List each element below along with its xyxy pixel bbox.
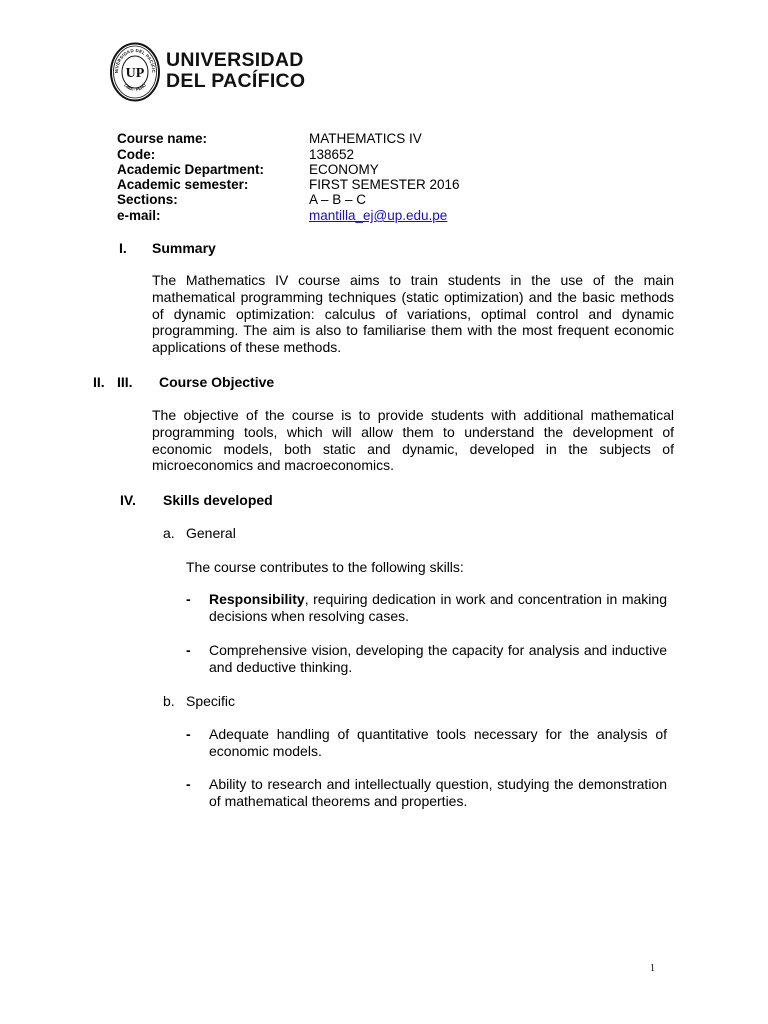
objective-heading: Course Objective [159, 374, 275, 390]
seal-bottom-text: LIMA - PERÚ [123, 82, 147, 92]
department-value: ECONOMY [309, 162, 379, 177]
objective-number: III. [117, 374, 133, 390]
list-item: Ability to research and intellectually question, studying the demonstration of mathematical theorems and properties. [209, 776, 667, 809]
list-item: Comprehensive vision, developing the capacity for analysis and inductive and deductive thinking. [209, 642, 667, 675]
bullet-dash: - [186, 591, 191, 607]
objective-number-outer: II. [93, 374, 105, 390]
specific-subheading: Specific [186, 693, 236, 709]
course-name-label: Course name: [117, 131, 208, 146]
seal-monogram: UP [125, 66, 145, 81]
summary-paragraph: The Mathematics IV course aims to train students in the use of the main mathematical programming techniques (static optimization) and the basic methods of dynamic optimization: calculus of variations, optimal control and dynamic programming. The aim is also to familiarise them with the most frequent economic applications of these methods. [152, 272, 674, 356]
general-intro: The course contributes to the following skills: [186, 559, 464, 575]
course-name-value: MATHEMATICS IV [309, 131, 422, 146]
page-number: 1 [650, 963, 655, 974]
general-subheading: General [186, 525, 236, 541]
summary-number: I. [119, 240, 127, 256]
list-item-text: , requiring dedication in work and concentration in making decisions when resolving cases. [209, 591, 667, 624]
semester-label: Academic semester: [117, 177, 249, 192]
seal-top-text: NIVERSIDAD DEL PACÍFIC [113, 47, 157, 74]
summary-heading: Summary [152, 240, 216, 256]
list-item [209, 591, 667, 625]
sections-value: A – B – C [309, 192, 367, 207]
email-link[interactable]: mantilla_ej@up.edu.pe [309, 208, 448, 223]
bullet-dash: - [186, 776, 191, 792]
responsibility-bold: Responsibility [209, 591, 305, 607]
objective-paragraph: The objective of the course is to provide students with additional mathematical programming tools, which will allow them to understand the development of economic models, both static and dynamic, developed in the subjects of microeconomics and macroeconomics. [152, 407, 674, 474]
skills-heading: Skills developed [163, 492, 273, 508]
code-value: 138652 [309, 147, 355, 162]
sections-label: Sections: [117, 192, 178, 207]
svg-text:LIMA - PERÚ [123, 83, 147, 92]
specific-marker: b. [163, 693, 175, 709]
bullet-dash: - [186, 726, 191, 742]
logo-text-line2: DEL PACÍFICO [166, 70, 306, 92]
code-label: Code: [117, 147, 156, 162]
bullet-dash: - [186, 642, 191, 658]
skills-number: IV. [120, 492, 136, 508]
semester-value: FIRST SEMESTER 2016 [309, 177, 460, 192]
university-seal-icon [109, 42, 161, 102]
general-marker: a. [163, 525, 175, 541]
email-label: e-mail: [117, 208, 161, 223]
list-item: Adequate handling of quantitative tools necessary for the analysis of economic models. [209, 726, 667, 759]
university-logo [109, 42, 306, 104]
logo-text-line1: UNIVERSIDAD [166, 49, 304, 71]
department-label: Academic Department: [117, 162, 265, 177]
